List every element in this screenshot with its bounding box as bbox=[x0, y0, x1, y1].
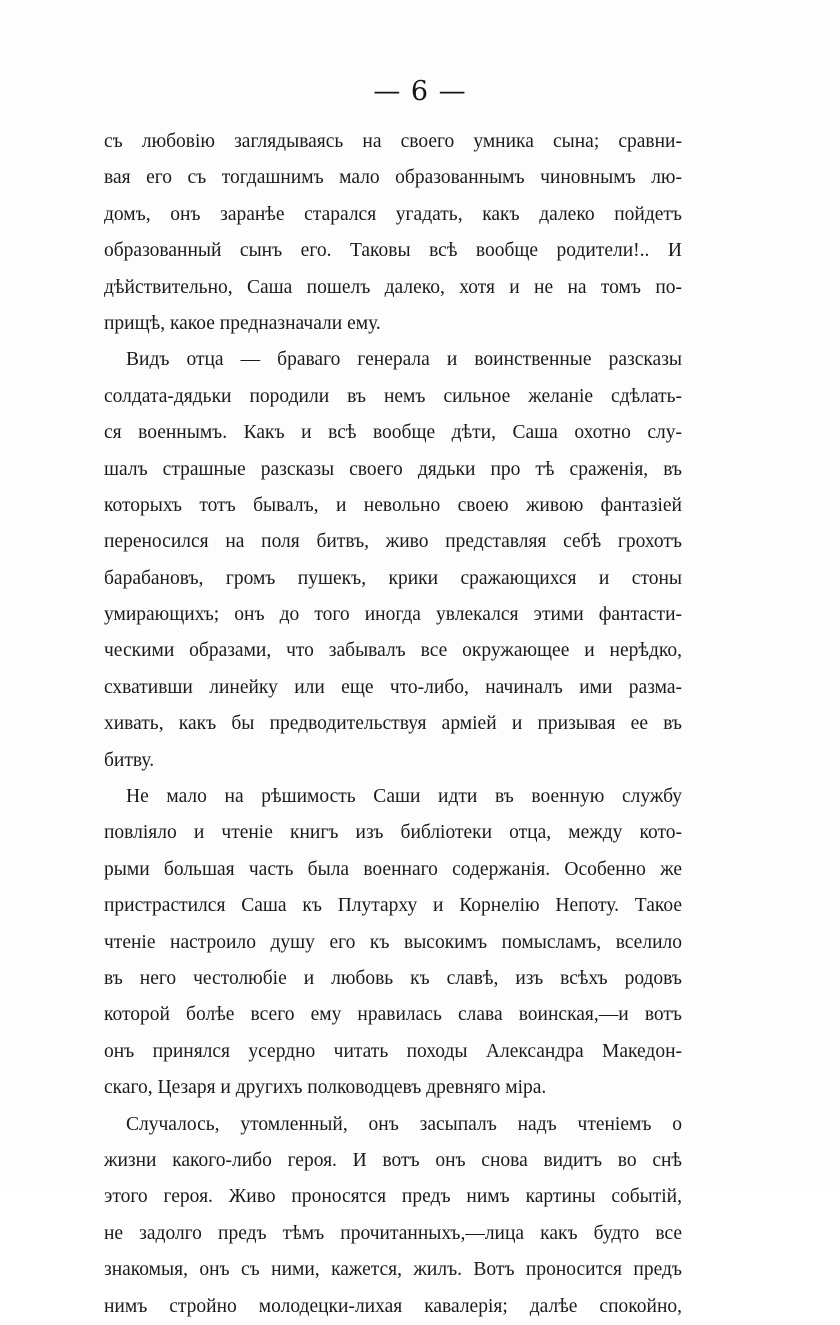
text-line: барабановъ, громъ пушекъ, крики сражающихся и стоны bbox=[104, 567, 682, 589]
text-line: пристрастился Саша къ Плутарху и Корнелію Непоту. Такое bbox=[104, 895, 682, 917]
text-line: ческими образами, что забывалъ все окружающее и нерѣдко, bbox=[104, 640, 682, 662]
text-line: которой болѣе всего ему нравилась слава воинская,—и вотъ bbox=[104, 1004, 682, 1026]
text-line: битву. bbox=[104, 749, 155, 771]
paragraph bbox=[104, 124, 682, 342]
paragraph bbox=[104, 779, 682, 1107]
text-line: Видъ отца — браваго генерала и воинственные разсказы bbox=[126, 349, 682, 371]
text-line: Не мало на рѣшимость Саши идти въ военную службу bbox=[126, 786, 682, 808]
text-line: шалъ страшные разсказы своего дядьки про тѣ сраженія, въ bbox=[104, 458, 682, 480]
text-line: съ любовію заглядываясь на своего умника сына; сравни- bbox=[104, 131, 682, 152]
body-text bbox=[104, 124, 682, 1325]
text-line: образованный сынъ его. Таковы всѣ вообще родители!.. И bbox=[104, 240, 682, 262]
text-line: онъ принялся усердно читать походы Александра Македон- bbox=[104, 1040, 682, 1062]
page-number: — 6 — bbox=[373, 76, 467, 107]
text-line: прищѣ, какое предназначали ему. bbox=[104, 312, 381, 334]
text-line: этого героя. Живо проносятся предъ нимъ картины событій, bbox=[104, 1186, 682, 1208]
text-line: солдата-дядьки породили въ немъ сильное желаніе сдѣлать- bbox=[104, 385, 682, 407]
text-line: умирающихъ; онъ до того иногда увлекался этими фантасти- bbox=[104, 604, 682, 626]
text-line: схвативши линейку или еще что-либо, начиналъ ими разма- bbox=[104, 676, 682, 698]
paragraph bbox=[104, 1107, 682, 1325]
text-line: нимъ стройно молодецки-лихая кавалерія; далѣе спокойно, bbox=[104, 1295, 682, 1317]
text-line: переносился на поля битвъ, живо представляя себѣ грохотъ bbox=[104, 531, 682, 553]
text-line: жизни какого-либо героя. И вотъ онъ снова видитъ во снѣ bbox=[104, 1149, 682, 1171]
text-line: которыхъ тотъ бывалъ, и невольно своею живою фантазіей bbox=[104, 494, 682, 516]
text-line: знакомыя, онъ съ ними, кажется, жилъ. Вотъ проносится предъ bbox=[104, 1259, 682, 1281]
text-line: скаго, Цезаря и другихъ полководцевъ древняго міра. bbox=[104, 1077, 547, 1099]
text-line: вая его съ тогдашнимъ мало образованнымъ чиновнымъ лю- bbox=[104, 167, 682, 189]
text-line: дѣйствительно, Саша пошелъ далеко, хотя и не на томъ по- bbox=[104, 276, 682, 298]
text-line: не задолго предъ тѣмъ прочитанныхъ,—лица какъ будто все bbox=[104, 1222, 682, 1244]
text-line: чтеніе настроило душу его къ высокимъ помысламъ, вселило bbox=[104, 931, 682, 953]
text-line: домъ, онъ заранѣе старался угадать, какъ далеко пойдетъ bbox=[104, 203, 682, 225]
text-line: Случалось, утомленный, онъ засыпалъ надъ чтеніемъ о bbox=[126, 1113, 682, 1135]
paragraph bbox=[104, 342, 682, 779]
text-line: въ него честолюбіе и любовь къ славѣ, изъ всѣхъ родовъ bbox=[104, 967, 682, 989]
text-line: повліяло и чтеніе книгъ изъ библіотеки отца, между кото- bbox=[104, 822, 682, 844]
text-line: рыми большая часть была военнаго содержанія. Особенно же bbox=[104, 858, 682, 880]
text-line: хивать, какъ бы предводительствуя арміей и призывая ее въ bbox=[104, 713, 682, 735]
text-line: ся военнымъ. Какъ и всѣ вообще дѣти, Саша охотно слу- bbox=[104, 422, 682, 444]
